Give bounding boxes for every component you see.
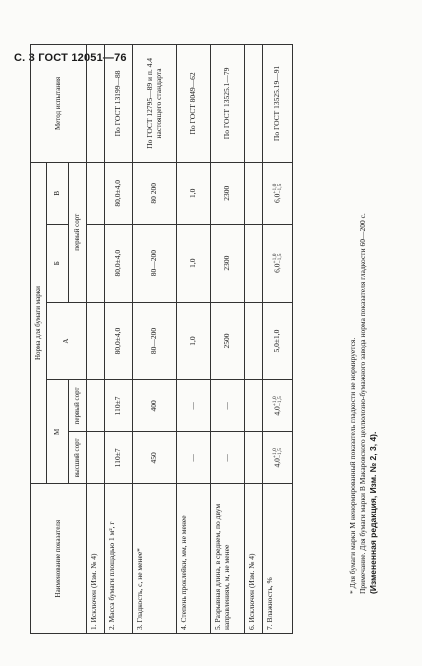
page-header: С. 3 ГОСТ 12051—76 <box>14 52 127 64</box>
brand-b: Б <box>47 224 69 302</box>
cell: — <box>177 380 211 432</box>
brand-v: В <box>47 162 69 224</box>
cell <box>87 302 105 380</box>
row-name: 2. Масса бумаги площадью 1 м², г <box>105 484 133 634</box>
cell: По ГОСТ 8049—62 <box>177 45 211 163</box>
table-row <box>245 45 263 634</box>
row-name: 6. Исключен (Изм. № 4) <box>245 484 263 634</box>
cell: — <box>211 380 245 432</box>
row-name: 5. Разрывная длина, в среднем, по двум направлениям, м, не менее <box>211 484 245 634</box>
cell: 2500 <box>211 302 245 380</box>
grade-highest: высший сорт <box>69 432 87 484</box>
cell: 2300 <box>211 162 245 224</box>
row-name: 1. Исключен (Изм. № 4) <box>87 484 105 634</box>
notes <box>348 44 380 634</box>
table-row <box>87 45 105 634</box>
cell: 4,0+1,0 −1,5 <box>263 380 293 432</box>
cell: 110±7 <box>105 380 133 432</box>
cell: 1,0 <box>177 162 211 224</box>
cell: 1,0 <box>177 224 211 302</box>
grade-first-shared: первый сорт <box>69 162 87 302</box>
cell: 450 <box>133 432 177 484</box>
row-name: 4. Степень проклейки, мм, не менее <box>177 484 211 634</box>
cell: 6,0+1,0 −1,5 <box>263 162 293 224</box>
cell <box>87 224 105 302</box>
edition-note: (Измененная редакция, Изм. № 2, 3, 4). <box>368 431 379 594</box>
cell: 1,0 <box>177 302 211 380</box>
cell: 80,0±4,0 <box>105 162 133 224</box>
table-row <box>211 45 245 634</box>
cell <box>87 380 105 432</box>
cell: 80—200 <box>133 224 177 302</box>
footnote: * Для бумаги марки М ненормированный показатель гладкости не нормируется. <box>348 337 357 594</box>
rotated-content <box>30 44 410 634</box>
cell: 80,0±4,0 <box>105 302 133 380</box>
row-name: 3. Гладкость, с, не менее* <box>133 484 177 634</box>
cell <box>245 162 263 224</box>
cell <box>245 224 263 302</box>
cell: 80—200 <box>133 302 177 380</box>
cell <box>245 45 263 163</box>
col-name-header: Наименование показателя <box>31 484 87 634</box>
cell: 6,0+1,0 −1,5 <box>263 224 293 302</box>
cell: 400 <box>133 380 177 432</box>
cell <box>245 380 263 432</box>
cell: По ГОСТ 13199—88 <box>105 45 133 163</box>
cell: По ГОСТ 12795—89 и п. 4.4 настоящего стандарта <box>133 45 177 163</box>
cell: — <box>211 432 245 484</box>
cell: 80 200 <box>133 162 177 224</box>
grade-first: первый сорт <box>69 380 87 432</box>
cell: По ГОСТ 13525.1—79 <box>211 45 245 163</box>
row-name: 7. Влажность, % <box>263 484 293 634</box>
table-row <box>177 45 211 634</box>
cell: 2300 <box>211 224 245 302</box>
cell <box>87 45 105 163</box>
table-row <box>105 45 133 634</box>
cell <box>245 302 263 380</box>
cell: 80,0±4,0 <box>105 224 133 302</box>
cell <box>87 432 105 484</box>
remark: Примечание. Для бумаги марки В Макаровского целлюлозно-бумажного завода норма показателя гладкости 60—200 с. <box>358 213 368 594</box>
brand-a: А <box>47 302 87 380</box>
brand-m: М <box>47 380 69 484</box>
col-method-header: Метод испытания <box>31 45 87 163</box>
requirements-table <box>30 44 293 634</box>
cell: 110±7 <box>105 432 133 484</box>
cell: 4,0+1,0 −1,5 <box>263 432 293 484</box>
cell: 5,0±1,0 <box>263 302 293 380</box>
cell: — <box>177 432 211 484</box>
col-norm-header: Норма для бумаги марки <box>31 162 47 483</box>
cell: По ГОСТ 13525.19—91 <box>263 45 293 163</box>
cell <box>245 432 263 484</box>
table-row <box>133 45 177 634</box>
cell <box>87 162 105 224</box>
table-row <box>263 45 293 634</box>
